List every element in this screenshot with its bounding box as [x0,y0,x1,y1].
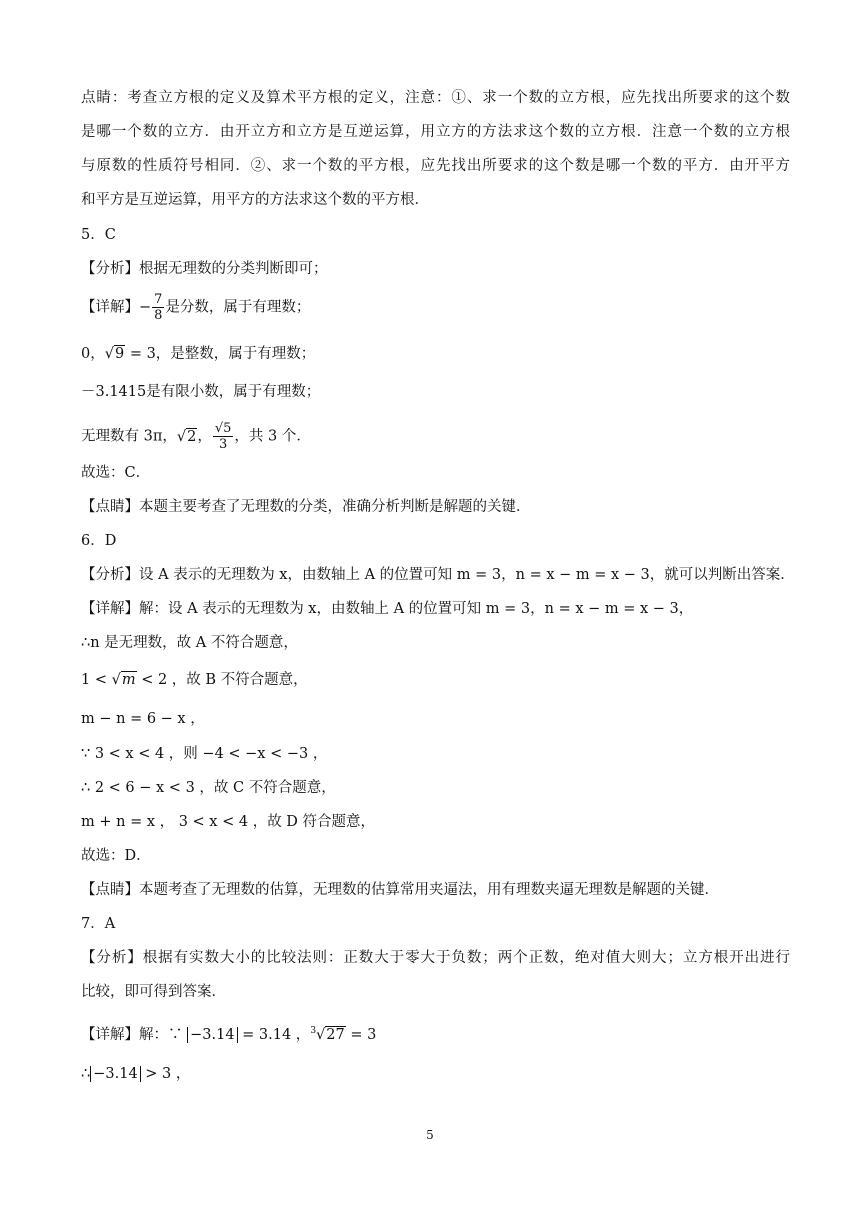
radicand: 2 [187,428,197,445]
q6-step-1: ∴n 是无理数，故 A 不符合题意， [81,635,298,651]
detail-mid: = 3.14 ， [237,1026,311,1043]
radicand: 27 [326,1026,345,1043]
irrational-prefix: 无理数有 3π， [81,428,177,445]
fraction-denominator: 8 [154,308,163,323]
root-index: 3 [310,1026,317,1036]
q7-analysis-line-2: 比较，即可得到答案． [81,984,226,1000]
q6-step-2 [81,670,790,690]
q5-choice: 故选：C． [81,465,151,481]
fraction-denominator: 3 [219,437,228,452]
q6-choice: 故选：D． [81,848,151,864]
q5-fraction [152,292,164,323]
q5-heading: 5．C [81,227,116,243]
q5-detail [81,292,790,323]
therefore-symbol: ∴ [81,1066,91,1082]
q5-analysis: 【分析】根据无理数的分类判断即可； [81,261,328,277]
zero-text: 0， [81,346,105,362]
q5-detail-suffix: 是分数，属于有理数； [165,299,311,316]
comment-line-2: 是哪一个数的立方．由开立方和立方是互逆运算，用立方的方法求这个数的立方根．注意一个数的立方根 [81,124,790,140]
q5-detail-prefix: 【详解】− [81,299,152,316]
q7-detail [81,1021,790,1045]
irrational-suffix: ，共 3 个． [234,428,311,445]
q5-irrational-line [81,421,790,452]
sqrt5-over-3-fraction [213,421,234,452]
sqrt-nine: √9 [104,346,125,362]
radicand: m [121,672,136,688]
q5-decimal-line: －3.1415是有限小数，属于有理数； [81,384,321,400]
radicand: 9 [114,346,125,362]
sqrt-two: √2 [176,428,197,445]
fraction-numerator: √5 [214,421,232,436]
q6-step-3: m − n = 6 − x ， [81,711,205,727]
q5-comment: 【点睛】本题主要考查了无理数的分类，准确分析判断是解题的关键． [81,499,531,515]
cube-root-27: $^3$√27 [310,1026,345,1043]
q6-step-4: ∵ 3 < x < 4 ，则 −4 < −x < −3 ， [81,746,328,762]
q6-detail: 【详解】解：设 A 表示的无理数为 x，由数轴上 A 的位置可知 m = 3，n = x − m = x − 3， [81,601,694,617]
q7-analysis-line-1: 【分析】根据有实数大小的比较法则：正数大于零大于负数；两个正数，绝对值大则大；立方根开出进行 [81,950,790,966]
q6-step-5: ∴ 2 < 6 − x < 3 ，故 C 不符合题意， [81,780,336,796]
sqrt-m: √m [111,672,136,688]
comment-line-4: 和平方是互逆运算，用平方的方法求这个数的平方根． [81,192,429,208]
q6-analysis: 【分析】设 A 表示的无理数为 x，由数轴上 A 的位置可知 m = 3，n = x − m = x − 3，就可以判断出答案． [81,567,795,583]
step2-right: < 2 ，故 B 不符合题意， [136,672,308,688]
absolute-value: −3.14 [187,1027,237,1043]
q5-zero-line [81,344,790,364]
comment-line-3: 与原数的性质符号相同．②、求一个数的平方根，应先找出所要求的这个数是哪一个数的平方．由开平方 [81,158,790,174]
detail-tail: = 3 [345,1026,377,1043]
q7-heading: 7．A [81,916,116,932]
comparison-tail: > 3 ， [140,1066,191,1082]
comment-line-1: 点睛：考查立方根的定义及算术平方根的定义，注意：①、求一个数的立方根，应先找出所要求的这个数 [81,90,790,106]
zero-text-tail: = 3，是整数，属于有理数； [125,346,316,362]
q7-step-1 [81,1064,790,1084]
fraction-numerator: 7 [154,292,163,307]
detail-prefix: 【详解】解：∵ [81,1026,188,1043]
q6-heading: 6．D [81,533,117,549]
page-number: 5 [426,1128,434,1142]
step2-left: 1 < [81,672,112,688]
comma: ， [197,428,212,445]
q6-comment: 【点睛】本题考查了无理数的估算，无理数的估算常用夹逼法，用有理数夹逼无理数是解题的关键． [81,882,719,898]
absolute-value: −3.14 [90,1066,140,1082]
q6-step-6: m + n = x ， 3 < x < 4 ，故 D 符合题意， [81,814,376,830]
